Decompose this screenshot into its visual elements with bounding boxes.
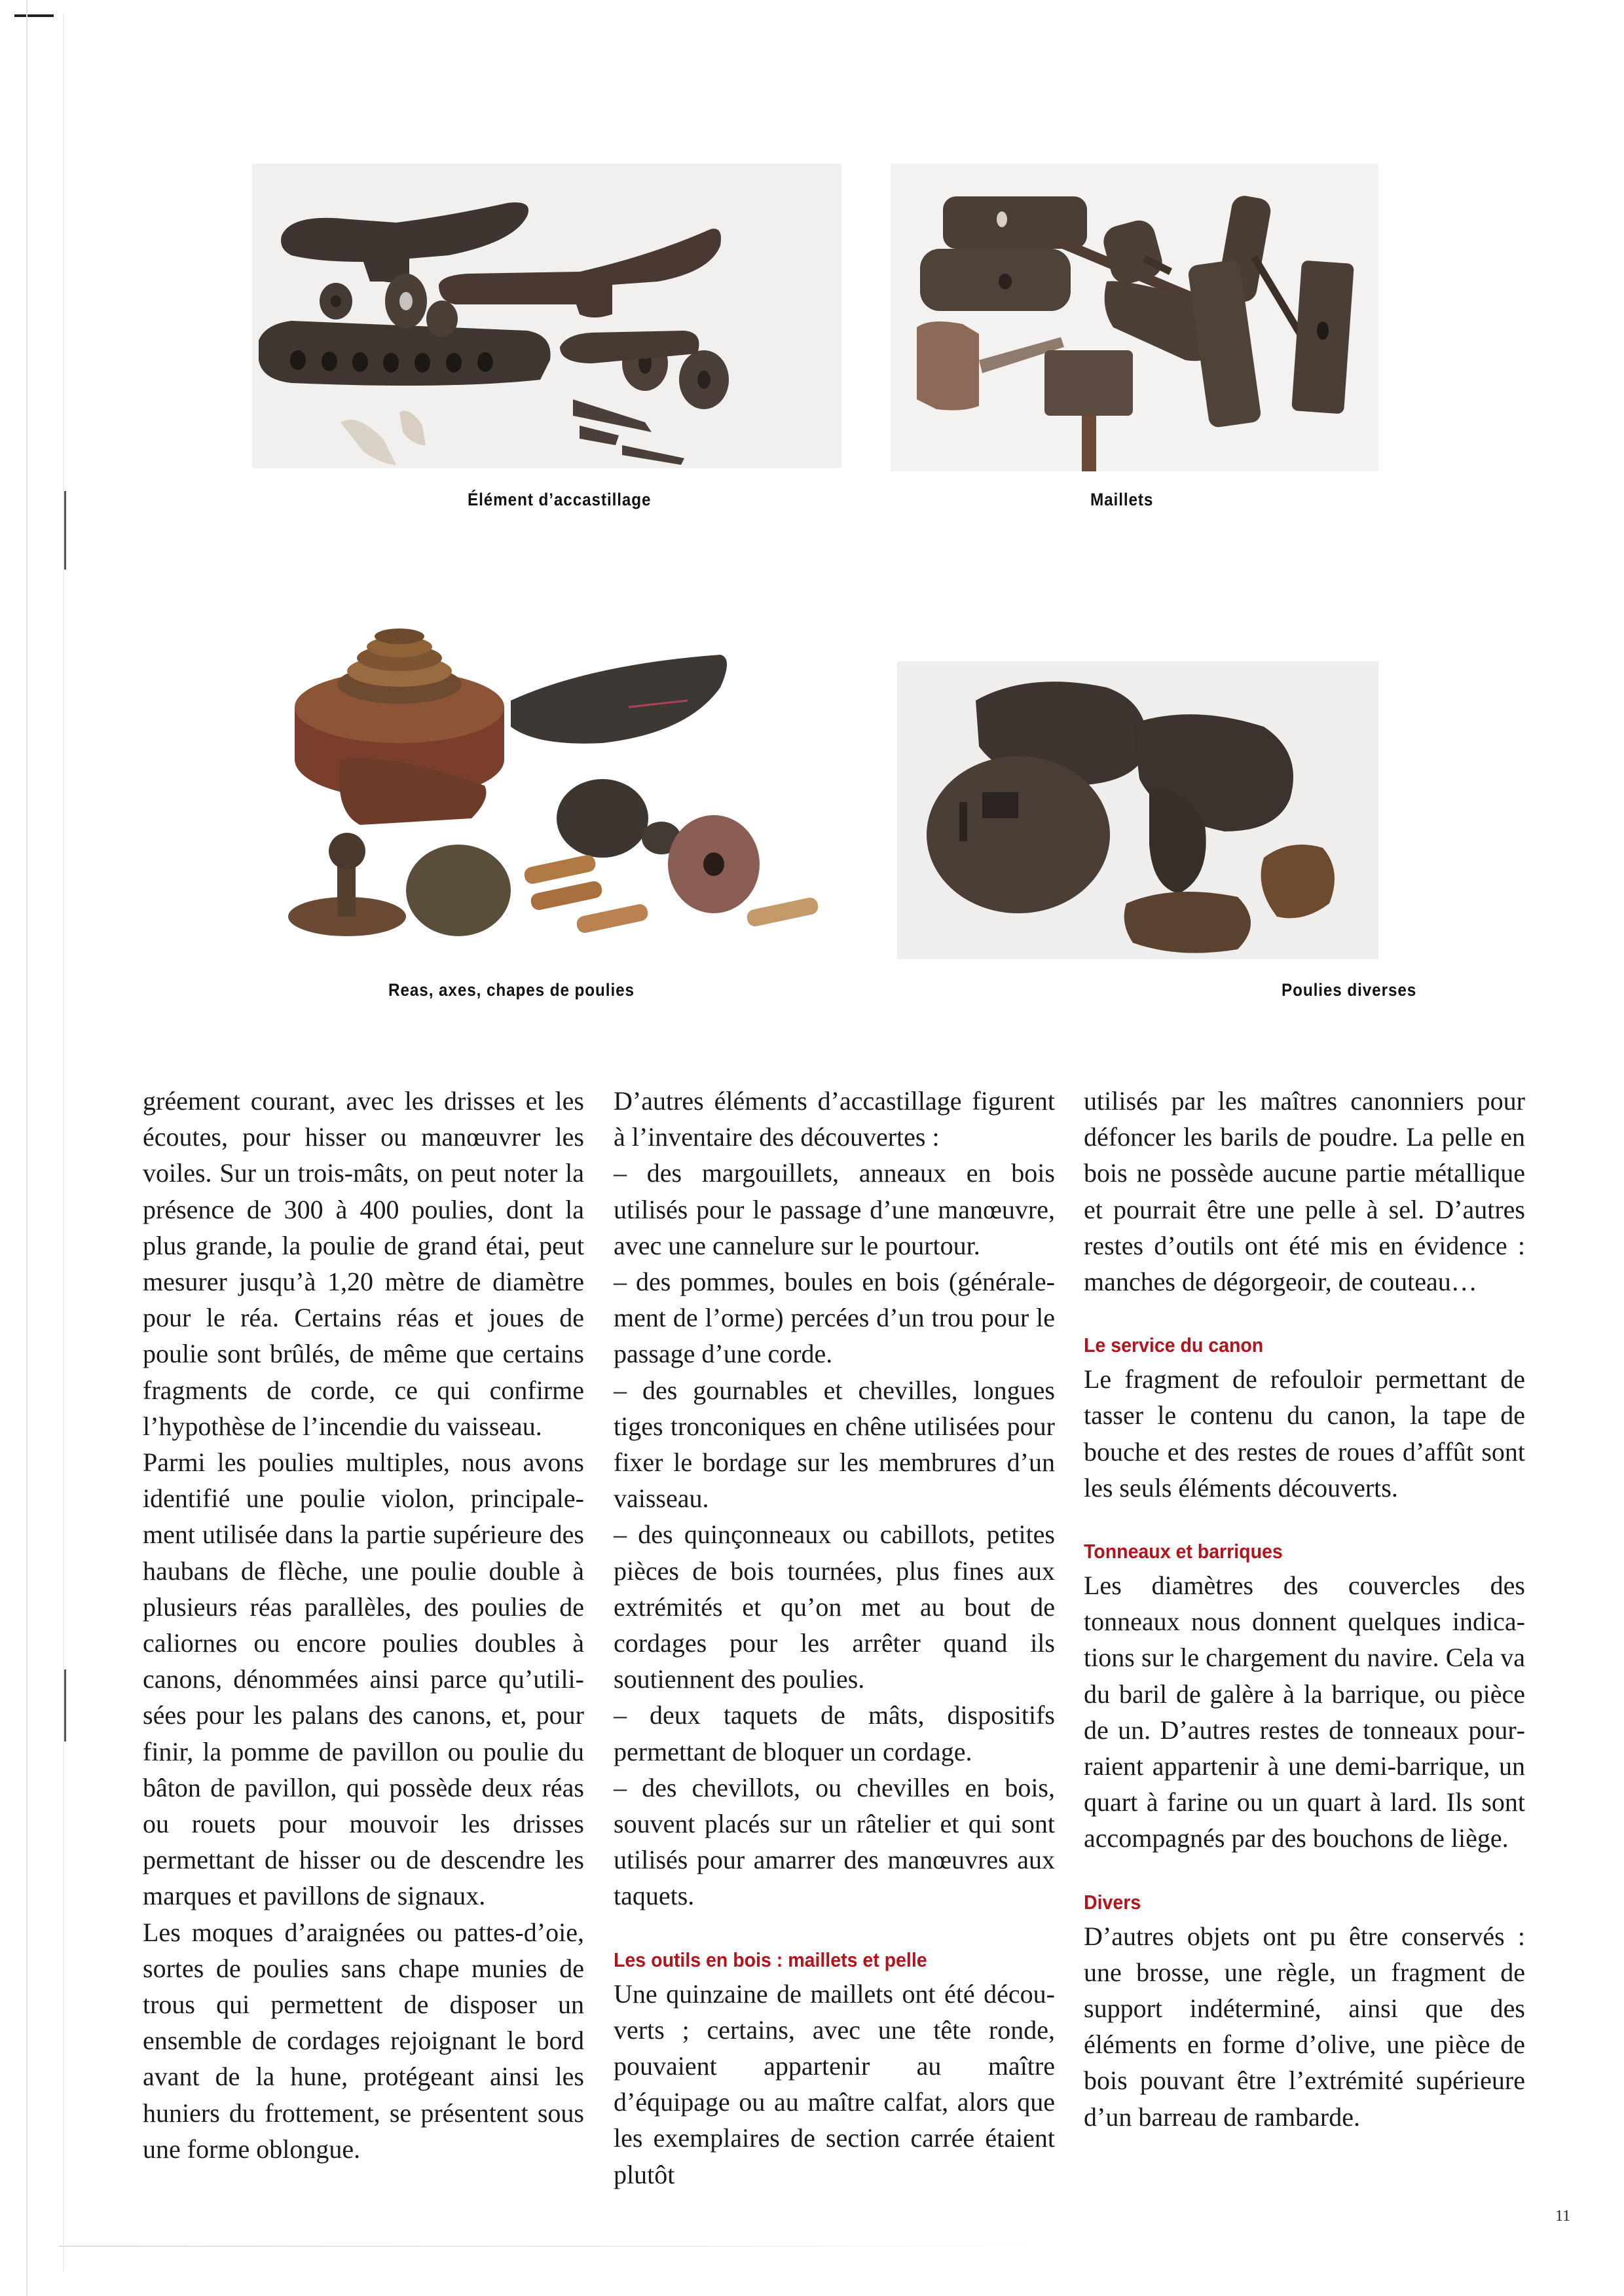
text-column-1	[143, 1083, 584, 2167]
pulley-shape	[1124, 892, 1251, 953]
section-heading-outils: Les outils en bois : maillets et pelle	[614, 1948, 927, 1971]
peg-shape	[622, 445, 684, 465]
list-item: – des pommes, boules en bois (généralement de l’orme) percées d’un trou pour le passage d’une corde.	[614, 1267, 1055, 1369]
paragraph: Les moques d’araignées ou pattes-d’oie, sortes de poulies sans chape munies de trous qui permettent de disposer un ensemble de cordages rejoignant le bord avant de la hune, protégeant ainsi les huniers du frottement, se présentent sous une forme oblongue.	[143, 1917, 584, 2164]
paragraph: utilisés par les maîtres canonniers pour défoncer les barils de poudre. La pelle en bois ne possède aucune partie métallique et pourrait être une pelle à sel. D’autres restes d’outils ont été mis en évidence : manches de dégorgeoir, de couteau…	[1084, 1086, 1525, 1297]
binding-mark	[64, 1669, 66, 1741]
list-item: – des chevillots, ou chevilles en bois, souvent placés sur un râtelier et qui sont utilisés pour amarrer des manœuvres aux taquets.	[614, 1772, 1055, 1911]
scan-edge-line	[63, 13, 64, 2272]
photo-maillets	[891, 164, 1378, 471]
text-column-3	[1084, 1083, 1525, 2135]
caption-poulies: Poulies diverses	[1282, 980, 1417, 1000]
pulley-shape	[1261, 845, 1335, 919]
mallet-head	[920, 249, 1071, 311]
photo-poulies	[897, 661, 1378, 959]
photo-reas	[262, 629, 845, 949]
scan-edge-line	[26, 0, 28, 2296]
peg-shape	[580, 426, 619, 445]
ring-shape	[426, 301, 458, 337]
section-heading-divers: Divers	[1084, 1890, 1141, 1914]
caption-accastillage: Élément d’accastillage	[468, 490, 652, 509]
section-heading-canon: Le service du canon	[1084, 1334, 1264, 1357]
mallet-head	[1044, 350, 1133, 416]
photo-accastillage	[252, 164, 841, 468]
poulies-illustration	[897, 661, 1378, 959]
axle-shape	[575, 903, 649, 934]
paragraph: D’autres éléments d’accastillage figurent à l’inventaire des découvertes :	[614, 1086, 1055, 1152]
paragraph: Le fragment de refouloir permettant de tasser le contenu du canon, la tape de bouche et des restes de roues d’affût sont les seuls éléments découverts.	[1084, 1364, 1525, 1503]
pulley-shell	[511, 655, 727, 744]
mallet-head	[1100, 217, 1166, 287]
cleat-shape	[281, 202, 528, 282]
maillets-illustration	[891, 164, 1378, 471]
scan-edge-mark	[14, 14, 54, 17]
binding-mark	[64, 491, 66, 570]
axle-shape	[745, 896, 819, 928]
accastillage-illustration	[252, 164, 841, 468]
axle-shape	[529, 880, 603, 911]
rope-fragment	[399, 411, 426, 446]
reas-illustration	[262, 629, 845, 949]
sheave-rough	[406, 845, 511, 936]
wood-piece	[560, 331, 699, 363]
sheave-disc	[557, 779, 648, 858]
list-item: – deux taquets de mâts, dispositifs permettant de bloquer un cordage.	[614, 1700, 1055, 1766]
list-item: – des quinçonneaux ou cabillots, petites pièces de bois tournées, plus fines aux extrémités et qu’on met au bout de cordages pour les arrêter quand ils soutiennent des poulies.	[614, 1520, 1055, 1694]
paragraph: Les diamètres des couvercles des tonneaux nous donnent quelques indications sur le chargement du navire. Cela va du baril de galère à la barrique, ou pièce de un. D’autres restes de tonneaux pourraient appartenir à une demi-barrique, un quart à farine ou un quart à lard. Ils sont accompagnés par des bouchons de liège.	[1084, 1571, 1525, 1853]
mallet-handle	[1082, 416, 1096, 471]
section-heading-tonneaux: Tonneaux et barriques	[1084, 1540, 1283, 1563]
paragraph: Une quinzaine de maillets ont été découverts ; certains, avec une tête ronde, pouvaient appartenir au maître d’équipage ou au maître calfat, alors que les exemplaires de section carrée étaient plutôt	[614, 1978, 1055, 2189]
paragraph: D’autres objets ont pu être conservés : une brosse, une règle, un fragment de support indéterminé, ainsi que des éléments en forme d’olive, une pièce de bois pouvant être l’extrémité supérieure d’un barreau de rambarde.	[1084, 1921, 1525, 2132]
mallet-head	[917, 321, 979, 410]
scan-bottom-edge	[59, 2246, 1041, 2247]
axle-shape	[523, 854, 597, 885]
paragraph: Parmi les poulies multiples, nous avons identifié une poulie violon, principalement utilisée dans la partie supérieure des haubans de flèche, une poulie double à plusieurs réas parallèles, des poulies de caliornes ou encore poulies doubles à canons, dénommées ainsi parce qu’utilisées pour les palans des canons, et, pour finir, la pomme de pavillon ou poulie du bâton de pavillon, qui possède deux réas ou rouets pour mouvoir les drisses permettant de hisser ou de descendre les marques et pavillons de signaux.	[143, 1448, 584, 1911]
caption-reas: Reas, axes, chapes de poulies	[388, 980, 635, 1000]
text-column-2	[614, 1083, 1055, 2193]
paragraph: gréement courant, avec les drisses et les écoutes, pour hisser ou manœuvrer les voiles. Sur un trois-mâts, on peut noter la présence de 300 à 400 poulies, dont la plus grande, la poulie de grand étai, peut mesurer jusqu’à 1,20 mètre de diamètre pour le réa. Certains réas et joues de poulie sont brûlés, de même que certains fragments de corde, ce qui confirme l’hypothèse de l’incendie du vaisseau.	[143, 1086, 584, 1441]
rope-fragment	[341, 420, 396, 465]
list-item: – des margouillets, anneaux en bois utilisés pour le passage d’une manœuvre, avec une cannelure sur le pourtour.	[614, 1158, 1055, 1260]
caption-maillets: Maillets	[1090, 490, 1154, 509]
page-number: 11	[1555, 2208, 1571, 2225]
pulley-shape	[927, 756, 1110, 913]
list-item: – des gournables et chevilles, longues tiges tronconiques en chêne utilisées pour fixer le bordage sur les membrures d’un vaisseau.	[614, 1375, 1055, 1514]
